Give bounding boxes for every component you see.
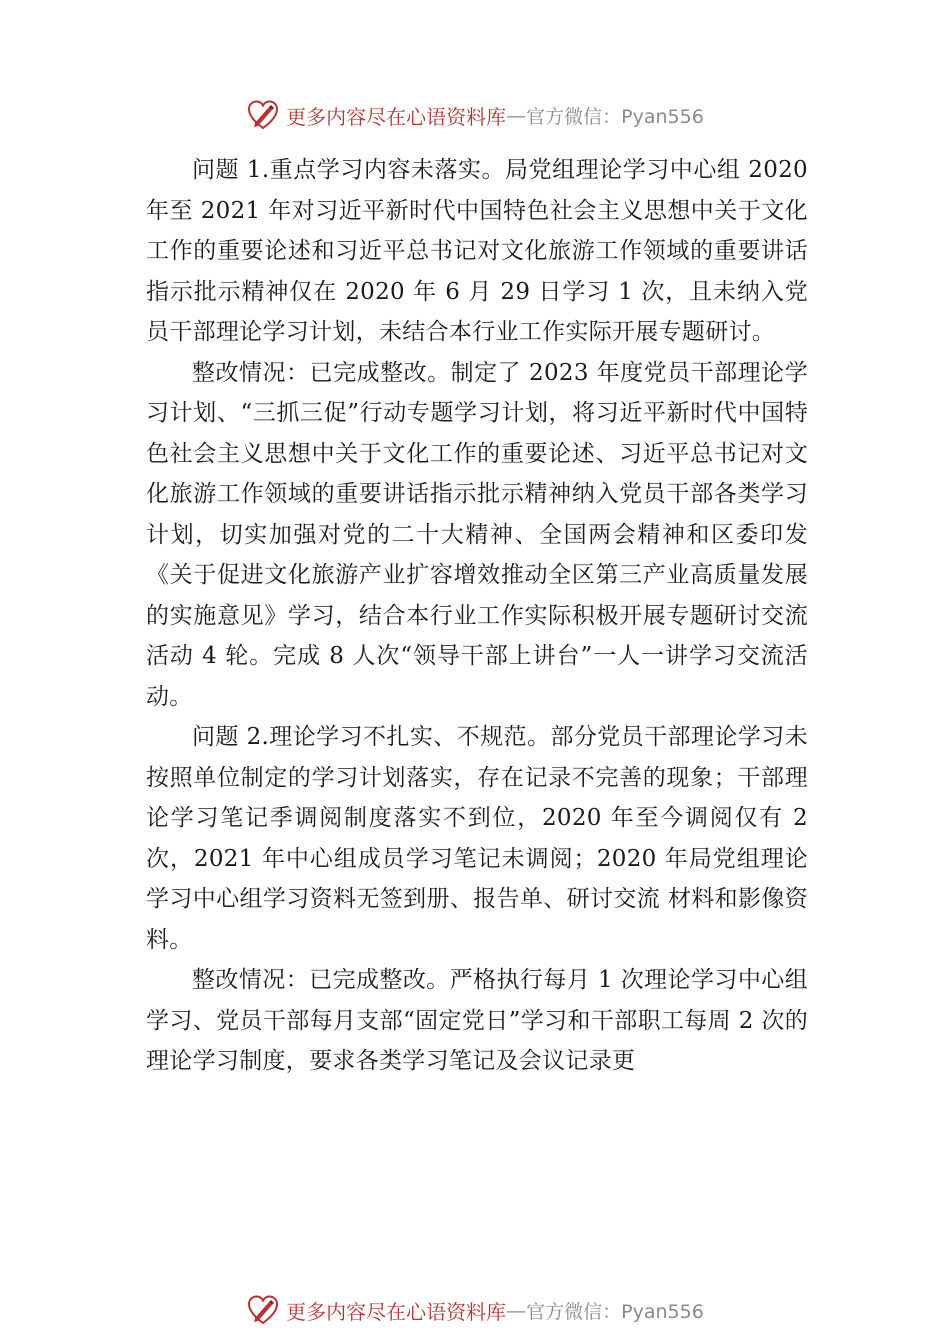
paragraph-issue-1: 问题 1.重点学习内容未落实。局党组理论学习中心组 2020 年至 2021 年对习近平新时代中国特色社会主义思想中关于文化工作的重要论述和习近平总书记对文化旅游工作领域的重要讲话指示批示精神仅在 2020 年 6 月 29 日学习 1 次，且未纳入党员干部理论学习计划，未结合本行业工作实际开展专题研讨。 [146,157,808,345]
banner-title: 更多内容尽在心语资料库 [286,1299,507,1324]
banner-wechat: 官方微信：Pyan556 [526,105,704,128]
document-body [146,150,808,1082]
heart-pen-logo-icon [246,1293,280,1327]
paragraph-issue-2: 问题 2.理论学习不扎实、不规范。部分党员干部理论学习未按照单位制定的学习计划落实，存在记录不完善的现象；干部理论学习笔记季调阅制度落实不到位，2020 年至今调阅仅有 2 次，2021 年中心组成员学习笔记未调阅；2020 年局党组理论学习中心组学习资料无签到册、报告单、研讨交流 材料和影像资料。 [146,724,808,953]
banner-title: 更多内容尽在心语资料库 [286,104,507,129]
header-banner [0,95,950,135]
footer-banner [0,1290,950,1330]
paragraph-rectification-1: 整改情况：已完成整改。制定了 2023 年度党员干部理论学习计划、“三抓三促”行动专题学习计划，将习近平新时代中国特色社会主义思想中关于文化工作的重要论述、习近平总书记对文化旅游工作领域的重要讲话指示批示精神纳入党员干部各类学习计划，切实加强对党的二十大精神、全国两会精神和区委印发《关于促进文化旅游产业扩容增效推动全区第三产业高质量发展的实施意见》学习，结合本行业工作实际积极开展专题研讨交流活动 4 轮。完成 8 人次“领导干部上讲台”一人一讲学习交流活动。 [146,359,808,710]
heart-pen-logo-icon [246,98,280,132]
paragraph-rectification-2: 整改情况：已完成整改。严格执行每月 1 次理论学习中心组学习、党员干部每月支部“固定党日”学习和干部职工每周 2 次的理论学习制度，要求各类学习笔记及会议记录更 [146,967,808,1074]
banner-dash: — [506,1298,527,1322]
banner-wechat: 官方微信：Pyan556 [526,1300,704,1323]
banner-dash: — [506,103,527,127]
